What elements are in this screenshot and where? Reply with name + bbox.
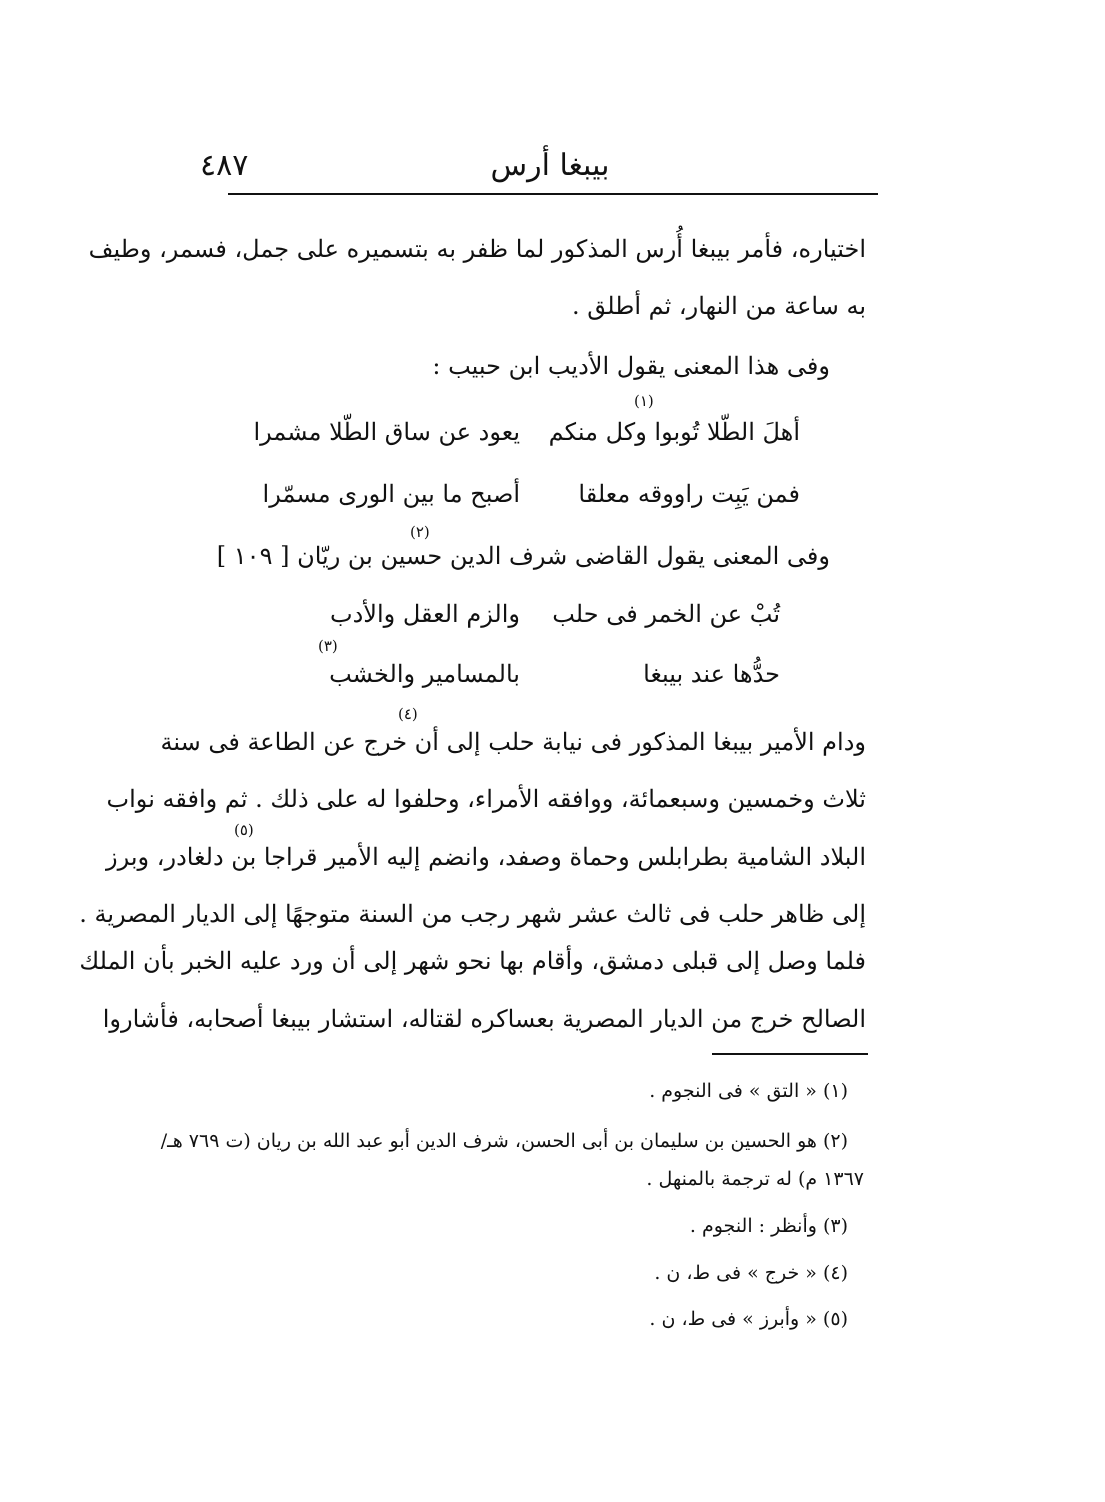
- page-number: ٤٨٧: [200, 148, 249, 183]
- footnote-rule: [712, 1053, 868, 1055]
- body-line: وفى هذا المعنى يقول الأديب ابن حبيب :: [432, 352, 830, 380]
- poem-hemistich: فمن يَبِت راووقه معلقا: [578, 480, 800, 508]
- footnote-marker: (٥): [234, 821, 254, 839]
- footnote: (٢) هو الحسين بن سليمان بن أبى الحسن، شرف الدين أبو عبد الله بن ريان (ت ٧٦٩ هـ/: [160, 1130, 848, 1152]
- body-line: ودام الأمير بيبغا المذكور فى نيابة حلب إلى أن خرج عن الطاعة فى سنة: [160, 728, 866, 756]
- body-line: اختياره، فأمر بيبغا أُرس المذكور لما ظفر به بتسميره على جمل، فسمر، وطيف: [88, 235, 866, 263]
- body-line: إلى ظاهر حلب فى ثالث عشر شهر رجب من السنة متوجهًا إلى الديار المصرية .: [79, 900, 866, 928]
- footnote-marker: (٣): [318, 637, 338, 655]
- body-line: ثلاث وخمسين وسبعمائة، ووافقه الأمراء، وحلفوا له على ذلك . ثم وافقه نواب: [106, 785, 866, 813]
- body-line: الصالح خرج من الديار المصرية بعساكره لقتاله، استشار بيبغا أصحابه، فأشاروا: [102, 1005, 866, 1033]
- body-line: فلما وصل إلى قبلى دمشق، وأقام بها نحو شهر إلى أن ورد عليه الخبر بأن الملك: [79, 947, 866, 975]
- footnote-marker: (٢): [410, 523, 430, 541]
- running-head-title: بيبغا أرس: [490, 148, 610, 183]
- body-line: وفى المعنى يقول القاضى شرف الدين حسين بن ريّان [ ١٠٩ ]: [216, 542, 830, 570]
- poem-hemistich: يعود عن ساق الطّلا مشمرا: [253, 418, 520, 446]
- poem-hemistich: بالمسامير والخشب: [329, 660, 520, 688]
- footnote: ١٣٦٧ م) له ترجمة بالمنهل .: [646, 1168, 864, 1190]
- footnote: (١) « التق » فى النجوم .: [649, 1080, 848, 1102]
- footnote: (٥) « وأبرز » فى ط، ن .: [649, 1308, 848, 1330]
- footnote-marker: (٤): [398, 705, 418, 723]
- body-line: البلاد الشامية بطرابلس وحماة وصفد، وانضم إليه الأمير قراجا بن دلغادر، وبرز: [106, 843, 866, 871]
- footnote-marker: (١): [634, 392, 654, 410]
- poem-hemistich: حدُّها عند بيبغا: [643, 660, 780, 688]
- poem-hemistich: تُبْ عن الخمر فى حلب: [552, 600, 780, 628]
- header-rule: [228, 193, 878, 195]
- poem-hemistich: أهلَ الطّلا تُوبوا وكل منكم: [548, 418, 800, 446]
- footnote: (٤) « خرج » فى ط، ن .: [654, 1262, 848, 1284]
- poem-hemistich: والزم العقل والأدب: [329, 600, 520, 628]
- footnote: (٣) وأنظر : النجوم .: [689, 1215, 848, 1237]
- poem-hemistich: أصبح ما بين الورى مسمّرا: [262, 480, 520, 508]
- body-line: به ساعة من النهار، ثم أطلق .: [572, 292, 866, 320]
